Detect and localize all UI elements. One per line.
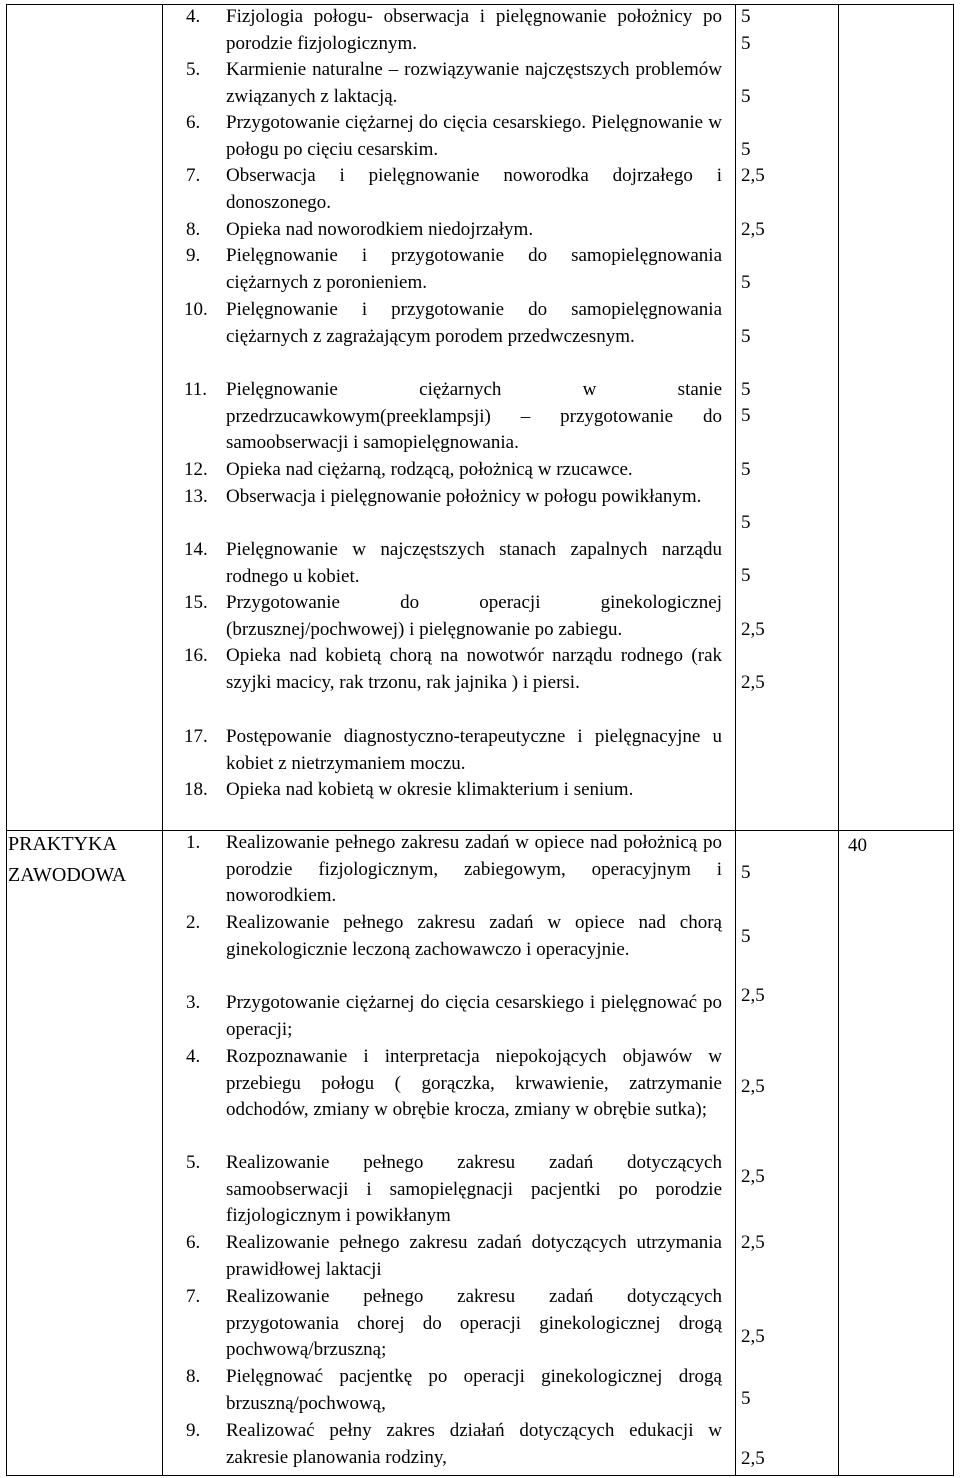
practice-item-number: 8. (186, 1366, 201, 1387)
theory-item-hours: 2,5 (741, 619, 765, 640)
theory-item-number: 16. (184, 645, 208, 666)
theory-item-text: Opieka nad noworodkiem niedojrzałym. (226, 219, 534, 240)
practice-item-text: Pielęgnować pacjentkę po operacji ginekologicznej drogą brzuszną/pochwową, (226, 1366, 722, 1414)
theory-item-number: 7. (186, 165, 201, 186)
table-border-bottom (6, 1475, 954, 1476)
practice-item-text: Realizowanie pełnego zakresu zadań dotyczących utrzymania prawidłowej laktacji (226, 1232, 722, 1280)
theory-item-text: Pielęgnowanie i przygotowanie do samopielęgnowania ciężarnych z zagrażającym porodem przedwczesnym. (226, 299, 722, 347)
practice-item-hours: 2,5 (741, 1232, 765, 1253)
theory-item-number: 12. (184, 459, 208, 480)
practice-item-hours: 2,5 (741, 985, 765, 1006)
theory-item-text: Pielęgnowanie i przygotowanie do samopielęgnowania ciężarnych z poronieniem. (226, 245, 722, 293)
theory-item-hours: 5 (741, 565, 751, 586)
theory-item-number: 17. (184, 726, 208, 747)
theory-item-text: Fizjologia połogu- obserwacja i pielęgnowanie położnicy po porodzie fizjologicznym. (226, 6, 722, 54)
practice-item-text: Realizowanie pełnego zakresu zadań w opiece nad położnicą po porodzie fizjologicznym, zabiegowym, operacyjnym i noworodkiem. (226, 832, 722, 906)
theory-item-hours: 5 (741, 512, 751, 533)
theory-item-hours: 5 (741, 139, 751, 160)
theory-item-number: 6. (186, 112, 201, 133)
theory-item-text: Pielęgnowanie ciężarnych w stanie przedrzucawkowym(preeklampsji) – przygotowanie do samoobserwacji i samopielęgnowania. (226, 379, 722, 453)
practice-item-hours: 5 (741, 862, 751, 883)
theory-item-hours: 5 (741, 6, 751, 27)
practice-item-text: Realizować pełny zakres działań dotyczących edukacji w zakresie planowania rodziny, (226, 1420, 722, 1468)
theory-item-text: Pielęgnowanie w najczęstszych stanach zapalnych narządu rodnego u kobiet. (226, 539, 722, 587)
practice-item-text: Przygotowanie ciężarnej do cięcia cesarskiego i pielęgnować po operacji; (226, 992, 722, 1040)
theory-item-hours: 2,5 (741, 672, 765, 693)
theory-item-number: 10. (184, 299, 208, 320)
table-border-col2 (735, 4, 736, 1476)
theory-item-number: 13. (184, 486, 208, 507)
practice-item-number: 4. (186, 1046, 201, 1067)
practice-item-hours: 5 (741, 926, 751, 947)
practice-item-text: Realizowanie pełnego zakresu zadań dotyczących przygotowania chorej do operacji ginekologicznej drogą pochwową/brzuszną; (226, 1286, 722, 1360)
practice-item-hours: 2,5 (741, 1076, 765, 1097)
table-border-right (953, 4, 954, 1476)
practice-item-number: 9. (186, 1420, 201, 1441)
practice-item-number: 2. (186, 912, 201, 933)
theory-item-number: 15. (184, 592, 208, 613)
table-border-col3 (838, 4, 839, 1476)
practice-item-number: 1. (186, 832, 201, 853)
theory-item-hours: 5 (741, 459, 751, 480)
theory-item-text: Opieka nad ciężarną, rodzącą, położnicą w rzucawce. (226, 459, 633, 480)
practice-item-number: 5. (186, 1152, 201, 1173)
table-border-left (6, 4, 7, 1476)
practice-item-number: 6. (186, 1232, 201, 1253)
theory-item-text: Przygotowanie ciężarnej do cięcia cesarskiego. Pielęgnowanie w połogu po cięciu cesarskim. (226, 112, 722, 160)
theory-item-text: Opieka nad kobietą w okresie klimakterium i senium. (226, 779, 634, 800)
theory-item-number: 18. (184, 779, 208, 800)
theory-item-hours: 5 (741, 272, 751, 293)
practice-item-hours: 5 (741, 1388, 751, 1409)
theory-item-number: 9. (186, 245, 201, 266)
theory-item-text: Przygotowanie do operacji ginekologicznej (brzusznej/pochwowej) i pielęgnowanie po zabiegu. (226, 592, 722, 640)
theory-item-number: 4. (186, 6, 201, 27)
practice-item-number: 3. (186, 992, 201, 1013)
practice-item-text: Rozpoznawanie i interpretacja niepokojących objawów w przebiegu połogu ( gorączka, krwawienie, zatrzymanie odchodów, zmiany w obrębie krocza, zmiany w obrębie sutka); (226, 1046, 722, 1120)
practice-item-text: Realizowanie pełnego zakresu zadań dotyczących samoobserwacji i samopielęgnacji pacjentki po porodzie fizjologicznym i powikłanym (226, 1152, 722, 1226)
theory-item-number: 8. (186, 219, 201, 240)
module-label: PRAKTYKA ZAWODOWA (8, 833, 127, 886)
theory-item-text: Karmienie naturalne – rozwiązywanie najczęstszych problemów związanych z laktacją. (226, 59, 722, 107)
practice-item-hours: 2,5 (741, 1448, 765, 1469)
theory-item-hours: 2,5 (741, 219, 765, 240)
practice-item-hours: 2,5 (741, 1166, 765, 1187)
theory-item-number: 14. (184, 539, 208, 560)
theory-item-text: Obserwacja i pielęgnowanie położnicy w połogu powikłanym. (226, 486, 702, 507)
practice-item-text: Realizowanie pełnego zakresu zadań w opiece nad chorą ginekologicznie leczoną zachowawczo i operacyjnie. (226, 912, 722, 960)
theory-item-hours: 5 (741, 326, 751, 347)
theory-item-text: Obserwacja i pielęgnowanie noworodka dojrzałego i donoszonego. (226, 165, 722, 213)
theory-item-text: Opieka nad kobietą chorą na nowotwór narządu rodnego (rak szyjki macicy, rak trzonu, rak jajnika ) i piersi. (226, 645, 722, 693)
theory-item-text: Postępowanie diagnostyczno-terapeutyczne i pielęgnacyjne u kobiet z nietrzymaniem moczu. (226, 726, 722, 774)
theory-item-number: 11. (184, 379, 208, 400)
practice-item-number: 7. (186, 1286, 201, 1307)
total-hours: 40 (848, 835, 867, 856)
theory-item-number: 5. (186, 59, 201, 80)
theory-item-hours: 5 (741, 405, 751, 426)
theory-item-hours: 5 (741, 379, 751, 400)
theory-item-hours: 5 (741, 86, 751, 107)
theory-item-hours: 2,5 (741, 165, 765, 186)
table-border-col1 (162, 4, 163, 1476)
practice-item-hours: 2,5 (741, 1326, 765, 1347)
theory-item-hours: 5 (741, 33, 751, 54)
